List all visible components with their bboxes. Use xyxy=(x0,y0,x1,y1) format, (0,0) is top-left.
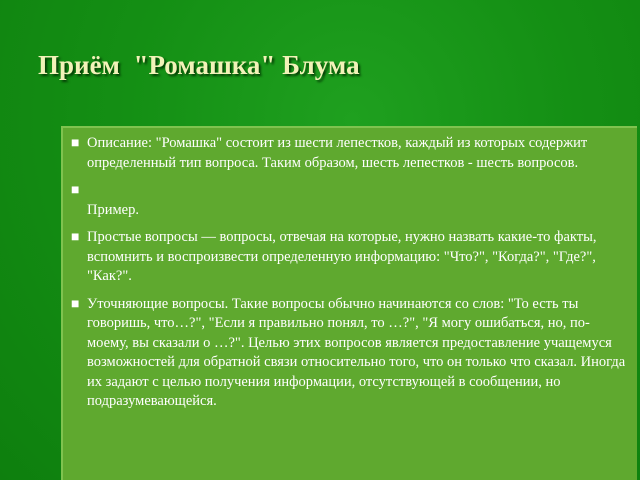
list-item xyxy=(63,228,631,287)
bullet-text: Пример. xyxy=(87,201,139,218)
slide-title: Приём "Ромашка" Блума xyxy=(38,50,360,80)
bullet-text: Описание: "Ромашка" состоит из шести лепестков, каждый из которых содержит определенный тип вопроса. Таким образом, шесть лепестков - шесть вопросов. xyxy=(87,135,588,171)
bullet-list xyxy=(63,128,637,412)
bullet-text xyxy=(87,182,91,198)
bullet-icon: ■ xyxy=(71,183,80,198)
bullet-icon: ■ xyxy=(71,230,80,245)
bullet-text: Уточняющие вопросы. Такие вопросы обычно начинаются со слов: "То есть ты говоришь, что…?", "Если я правильно понял, то …?", "Я могу ошибаться, но, по-моему, вы сказали о …?". Целью этих вопросов является предоставление учащемуся возможностей для обратной связи относительно того, что он только что сказал. Иногда их задают с целью получения информации, отсутствующей в сообщении, но подразумевающейся. xyxy=(87,295,626,409)
list-item xyxy=(63,295,631,412)
list-item xyxy=(63,201,631,221)
list-item xyxy=(63,181,631,201)
list-item xyxy=(63,134,631,173)
content-box xyxy=(61,126,637,480)
bullet-text: Простые вопросы — вопросы, отвечая на которые, нужно назвать какие-то факты, вспомнить и воспроизвести определенную информацию: "Что?", "Когда?", "Где?", "Как?". xyxy=(87,229,597,284)
bullet-icon: ■ xyxy=(71,136,80,151)
bullet-icon: ■ xyxy=(71,296,80,312)
